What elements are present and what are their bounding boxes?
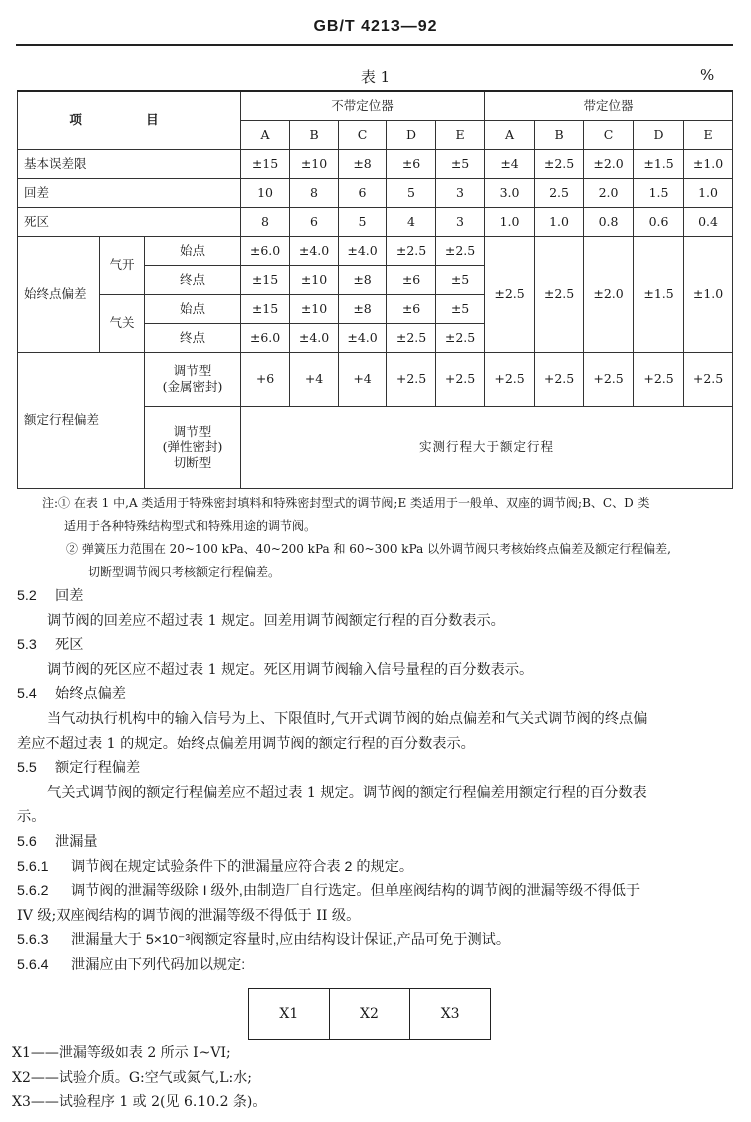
section-heading: 5.4 始终点偏差 (17, 686, 126, 703)
cell: +2.5 (684, 352, 733, 406)
row-label: 回差 (18, 178, 241, 207)
cell: 3.0 (485, 178, 535, 207)
cell: +2.5 (634, 352, 684, 406)
cell: ±10 (290, 149, 339, 178)
section-heading: 5.2 回差 (17, 588, 84, 604)
standard-header: GB/T 4213—92 (313, 18, 438, 35)
row-backlash (18, 178, 733, 207)
cell: ±6.0 (241, 236, 290, 265)
body-text (17, 584, 733, 978)
cell: +2.5 (387, 352, 436, 406)
table-notes (42, 492, 734, 584)
header-with-positioner: 带定位器 (485, 91, 733, 120)
section-heading: 5.5 额定行程偏差 (17, 760, 141, 777)
legend-item: X1——泄漏等级如表 2 所示 I~VI; (12, 1045, 231, 1061)
class-letter: E (436, 120, 485, 149)
cell: ±1.5 (634, 236, 684, 352)
row-label: 死区 (18, 207, 241, 236)
sub-label: 终点 (145, 323, 241, 352)
cell: 6 (290, 207, 339, 236)
code-legend (12, 1041, 266, 1115)
cell: +2.5 (436, 352, 485, 406)
cell: ±5 (436, 265, 485, 294)
table-unit: % (700, 66, 715, 84)
paragraph: 示。 (17, 809, 46, 826)
legend-item: X2——试验介质。G:空气或氮气,L:水; (12, 1069, 252, 1086)
legend-item: X3——试验程序 1 或 2(见 6.10.2 条)。 (12, 1094, 267, 1110)
cell: 8 (290, 178, 339, 207)
cell: ±1.0 (684, 236, 733, 352)
cell: ±10 (290, 265, 339, 294)
cell: 1.0 (684, 178, 733, 207)
class-letter: A (485, 120, 535, 149)
section-heading: 5.6 泄漏量 (17, 833, 98, 850)
sub-label: 调节型 (金属密封) (145, 352, 241, 406)
cell: ±2.5 (485, 236, 535, 352)
tolerance-table (17, 90, 733, 489)
cell: ±4.0 (290, 236, 339, 265)
clause: 5.6.3 泄漏量大于 5×10⁻³阀额定容量时,应由结构设计保证,产品可免于测试。 (17, 932, 511, 949)
cell: 4 (387, 207, 436, 236)
cell: ±8 (339, 294, 387, 323)
cell: ±6.0 (241, 323, 290, 352)
note-2: ② 弹簧压力范围在 20~100 kPa、40~200 kPa 和 60~300 kPa 以外调节阀只考核始终点偏差及额定行程偏差, (66, 542, 671, 556)
header-rule (16, 44, 733, 46)
cell: +4 (290, 352, 339, 406)
cell: ±2.5 (535, 236, 584, 352)
row-label: 基本误差限 (18, 149, 241, 178)
class-letter: A (241, 120, 290, 149)
sub-label: 调节型 (弹性密封) 切断型 (145, 406, 241, 488)
sub-label: 气关 (100, 294, 145, 352)
paragraph: 调节阀的回差应不超过表 1 规定。回差用调节阀额定行程的百分数表示。 (47, 612, 505, 629)
paragraph: 气关式调节阀的额定行程偏差应不超过表 1 规定。调节阀的额定行程偏差用额定行程的百分数表 (47, 784, 647, 801)
cell: +6 (241, 352, 290, 406)
cell: 3 (436, 178, 485, 207)
section-heading: 5.3 死区 (17, 637, 84, 654)
cell: 0.4 (684, 207, 733, 236)
class-letter: E (684, 120, 733, 149)
note-1-cont: 适用于各种特殊结构型式和特殊用途的调节阀。 (64, 519, 317, 533)
cell: ±15 (241, 149, 290, 178)
cell: 5 (339, 207, 387, 236)
row-basic-error (18, 149, 733, 178)
cell: ±6 (387, 149, 436, 178)
cell: ±8 (339, 149, 387, 178)
cell: ±4 (485, 149, 535, 178)
cell: ±2.5 (436, 236, 485, 265)
sub-label: 终点 (145, 265, 241, 294)
class-letter: B (290, 120, 339, 149)
cell: +2.5 (535, 352, 584, 406)
class-letter: D (387, 120, 436, 149)
cell: ±6 (387, 265, 436, 294)
cell: ±6 (387, 294, 436, 323)
cell: ±8 (339, 265, 387, 294)
paragraph: 当气动执行机构中的输入信号为上、下限值时,气开式调节阀的始点偏差和气关式调节阀的终点偏 (47, 710, 648, 727)
cell: 0.8 (584, 207, 634, 236)
clause: 5.6.1 调节阀在规定试验条件下的泄漏量应符合表 2 的规定。 (17, 858, 414, 875)
cell: 2.0 (584, 178, 634, 207)
cell: ±2.5 (387, 323, 436, 352)
cell: ±15 (241, 294, 290, 323)
cell: ±2.0 (584, 149, 634, 178)
note-1: 注:① 在表 1 中,A 类适用于特殊密封填料和特殊密封型式的调节阀;E 类适用于一般单、双座的调节阀;B、C、D 类 (42, 496, 650, 510)
cell: ±5 (436, 149, 485, 178)
row-stroke-metal (18, 352, 733, 406)
row-label: 始终点偏差 (18, 236, 100, 352)
cell: 实测行程大于额定行程 (241, 406, 733, 488)
sub-label: 始点 (145, 294, 241, 323)
row-label: 额定行程偏差 (18, 352, 145, 488)
cell: 0.6 (634, 207, 684, 236)
cell: 3 (436, 207, 485, 236)
note-2-cont: 切断型调节阀只考核额定行程偏差。 (88, 565, 281, 579)
cell: 1.0 (485, 207, 535, 236)
cell: ±4.0 (339, 236, 387, 265)
clause: 5.6.4 泄漏应由下列代码加以规定: (17, 956, 246, 973)
code-cell: X2 (329, 989, 410, 1040)
paragraph: 差应不超过表 1 的规定。始终点偏差用调节阀的额定行程的百分数表示。 (17, 735, 475, 752)
cell: 1.5 (634, 178, 684, 207)
table-title: 表 1 (360, 68, 391, 86)
header-no-positioner: 不带定位器 (241, 91, 485, 120)
sub-label: 气开 (100, 236, 145, 294)
class-letter: B (535, 120, 584, 149)
row-open-start (18, 236, 733, 265)
cell: ±15 (241, 265, 290, 294)
cell: 2.5 (535, 178, 584, 207)
class-letter: D (634, 120, 684, 149)
cell: 6 (339, 178, 387, 207)
sub-label: 始点 (145, 236, 241, 265)
paragraph: IV 级;双座阀结构的调节阀的泄漏等级不得低于 II 级。 (17, 907, 361, 924)
code-cell: X3 (410, 989, 491, 1040)
row-dead-band (18, 207, 733, 236)
cell: 8 (241, 207, 290, 236)
cell: +2.5 (485, 352, 535, 406)
code-cell: X1 (249, 989, 330, 1040)
cell: ±4.0 (339, 323, 387, 352)
cell: +2.5 (584, 352, 634, 406)
cell: 1.0 (535, 207, 584, 236)
paragraph: 调节阀的死区应不超过表 1 规定。死区用调节阀输入信号量程的百分数表示。 (47, 661, 534, 678)
leakage-code-table (248, 988, 491, 1040)
class-letter: C (339, 120, 387, 149)
cell: 10 (241, 178, 290, 207)
class-letter: C (584, 120, 634, 149)
cell: ±2.0 (584, 236, 634, 352)
cell: ±5 (436, 294, 485, 323)
cell: 5 (387, 178, 436, 207)
cell: ±2.5 (436, 323, 485, 352)
cell: ±1.0 (684, 149, 733, 178)
cell: ±2.5 (387, 236, 436, 265)
cell: ±2.5 (535, 149, 584, 178)
header-item: 项 目 (18, 91, 241, 149)
cell: ±4.0 (290, 323, 339, 352)
cell: ±1.5 (634, 149, 684, 178)
cell: ±10 (290, 294, 339, 323)
clause: 5.6.2 调节阀的泄漏等级除 I 级外,由制造厂自行选定。但单座阀结构的调节阀的泄漏等级不得低于 (17, 883, 641, 900)
cell: +4 (339, 352, 387, 406)
